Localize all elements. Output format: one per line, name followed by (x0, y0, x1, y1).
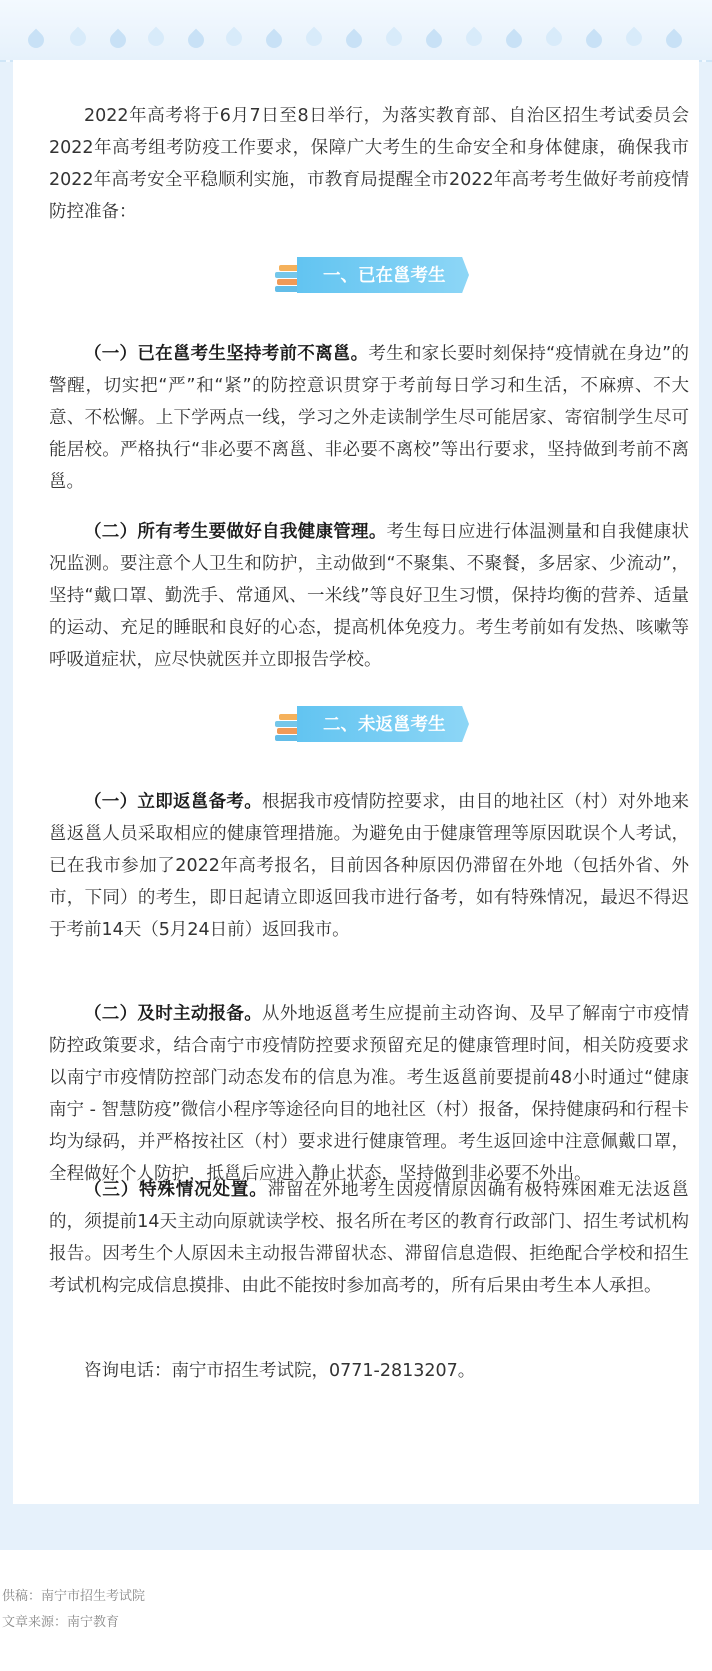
footer-source: 文章来源：南宁教育 (2, 1615, 120, 1630)
raindrop-icon (303, 27, 326, 50)
section-1-item-2 (49, 516, 689, 676)
section-1-title: 一、已在邕考生 (323, 266, 446, 286)
item-heading: （三）特殊情况处置。 (84, 1180, 268, 1200)
raindrop-icon (423, 29, 446, 52)
raindrop-icon (663, 29, 686, 52)
item-body: 从外地返邕考生应提前主动咨询、及早了解南宁市疫情防控政策要求，结合南宁市疫情防控要求预留充足的健康管理时间，相关防疫要求以南宁市疫情防控部门动态发布的信息为准。考生返邕前要提前48小时通过“健康南宁 - 智慧防疫”微信小程序等途径向目的地社区（村）报备，保持健康码和行程卡均为绿码，并严格按社区（村）要求进行健康管理。考生返回途中注意佩戴口罩，全程做好个人防护，抵邕后应进入静止状态，坚持做到非必要不外出。 (49, 1004, 689, 1184)
item-body: 滞留在外地考生因疫情原因确有极特殊困难无法返邕的，须提前14天主动向原就读学校、报名所在考区的教育行政部门、招生考试机构报告。因考生个人原因未主动报告滞留状态、滞留信息造假、拒绝配合学校和招生考试机构完成信息摸排、由此不能按时参加高考的，所有后果由考生本人承担。 (49, 1180, 689, 1296)
raindrop-icon (623, 27, 646, 50)
contact-line: 咨询电话：南宁市招生考试院，0771-2813207。 (84, 1361, 476, 1381)
section-2-title: 二、未返邕考生 (323, 715, 446, 735)
intro-paragraph: 2022年高考将于6月7日至8日举行，为落实教育部、自治区招生考试委员会2022年高考组考防疫工作要求，保障广大考生的生命安全和身体健康，确保我市2022年高考安全平稳顺利实施，市教育局提醒全市2022年高考考生做好考前疫情防控准备： (49, 106, 689, 222)
item-heading: （一）立即返邕备考。 (84, 792, 263, 812)
section-2-badge (275, 706, 469, 742)
footer-supply: 供稿：南宁市招生考试院 (2, 1589, 146, 1604)
item-body: 考生和家长要时刻保持“疫情就在身边”的警醒，切实把“严”和“紧”的防控意识贯穿于考前每日学习和生活，不麻痹、不大意、不松懈。上下学两点一线，学习之外走读制学生尽可能居家、寄宿制学生尽可能居校。严格执行“非必要不离邕、非必要不离校”等出行要求，坚持做到考前不离邕。 (49, 344, 689, 492)
item-body: 根据我市疫情防控要求，由目的地社区（村）对外地来邕返邕人员采取相应的健康管理措施。为避免由于健康管理等原因耽误个人考试，已在我市参加了2022年高考报名，目前因各种原因仍滞留在外地（包括外省、外市，下同）的考生，即日起请立即返回我市进行备考，如有特殊情况，最迟不得迟于考前14天（5月24日前）返回我市。 (49, 792, 689, 940)
raindrop-icon (145, 27, 168, 50)
section-1-item-1 (49, 338, 689, 498)
raindrop-icon (383, 27, 406, 50)
section-1-badge (275, 257, 469, 293)
section-2-item-3 (49, 1174, 689, 1302)
item-heading: （一）已在邕考生坚持考前不离邕。 (84, 344, 369, 364)
raindrop-icon (543, 27, 566, 50)
item-heading: （二）所有考生要做好自我健康管理。 (84, 522, 387, 542)
raindrop-icon (463, 27, 486, 50)
article-card (13, 60, 699, 1504)
section-2-item-2 (49, 998, 689, 1190)
item-heading: （二）及时主动报备。 (84, 1004, 263, 1024)
section-2-item-1 (49, 786, 689, 946)
raindrop-icon (185, 29, 208, 52)
raindrop-icon (107, 29, 130, 52)
item-body: 考生每日应进行体温测量和自我健康状况监测。要注意个人卫生和防护，主动做到“不聚集、不聚餐，多居家、少流动”，坚持“戴口罩、勤洗手、常通风、一米线”等良好卫生习惯，保持均衡的营养、适量的运动、充足的睡眠和良好的心态，提高机体免疫力。考生考前如有发热、咳嗽等呼吸道症状，应尽快就医并立即报告学校。 (49, 522, 690, 670)
decorative-header (0, 0, 712, 62)
raindrop-icon (343, 29, 366, 52)
raindrop-icon (583, 29, 606, 52)
raindrop-icon (25, 29, 48, 52)
raindrop-icon (223, 27, 246, 50)
raindrop-icon (503, 29, 526, 52)
raindrop-icon (263, 29, 286, 52)
raindrop-icon (67, 27, 90, 50)
